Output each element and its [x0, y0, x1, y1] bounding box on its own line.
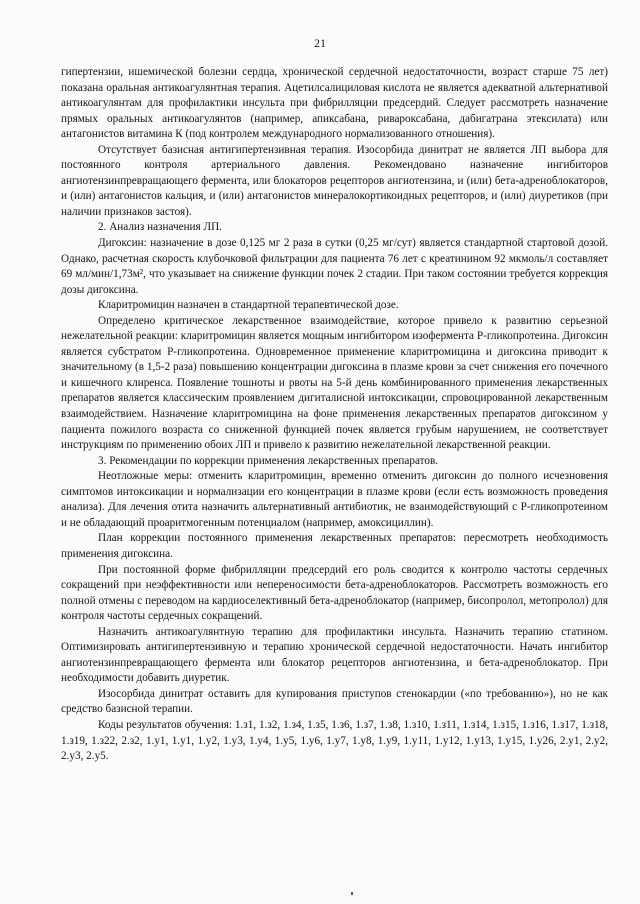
paragraph-atrial-fibrillation: При постоянной форме фибрилляции предсердий его роль сводится к контролю частоты сердечных сокращений при неэффективности или непереносимости бета-адреноблокаторов. Рассмотреть возможность его полной отмены с переводом на кардиоселективный бета-адреноблокатор (например, бисопролол, метопролол) для контроля частоты сердечных сокращений. — [61, 563, 608, 623]
paragraph-digoxin: Дигоксин: назначение в дозе 0,125 мг 2 раза в сутки (0,25 мг/сут) является стандартной стартовой дозой. Однако, расчетная скорость клубочковой фильтрации для пациента 76 лет с креатинином 92 мкмоль/л составляет 69 мл/мин/1,73м², что указывает на снижение функции почек 2 стадии. При таком состоянии требуется коррекция дозы дигоксина. — [61, 237, 608, 296]
section-heading-recommendations: 3. Рекомендации по коррекции применения лекарственных препаратов. — [98, 454, 439, 467]
scan-artifact — [351, 892, 353, 895]
paragraph-anticoagulant-indication: гипертензии, ишемической болезни сердца, хронической сердечной недостаточности, возраст старше 75 лет) показана оральная антикоагулянтная терапия. Ацетилсалициловая кислота не является адекватной альтернативой антикоагулянтам для профилактики инсульта при фибрилляции предсердий. Следует рассмотреть назначение прямых оральных антикоагулянтов (например, апиксабана, ривароксабана, дабигатрана этексилата) или антагонистов витамина К (под контролем международного нормализованного отношения). — [61, 66, 608, 141]
paragraph-correction-plan: План коррекции постоянного применения лекарственных препаратов: пересмотреть необходимость применения дигоксина. — [61, 532, 608, 560]
paragraph-learning-codes: Коды результатов обучения: 1.з1, 1.з2, 1.з4, 1.з5, 1.з6, 1.з7, 1.з8, 1.з10, 1.з11, 1.з14, 1.з15, 1.з16, 1.з17, 1.з18, 1.з19, 1.з22, 2.з2, 1.у1, 1.у1, 1.у2, 1.у3, 1.у4, 1.у5, 1.у6, 1.у7, 1.у8, 1.у9, 1.у11, 1.у12, 1.у13, 1.у15, 1.у26, 2.у1, 2.у2, 2.у3, 2.у5. — [61, 718, 608, 763]
paragraph-isosorbide: Изосорбида динитрат оставить для купирования приступов стенокардии («по требованию»), но не как средство базисной терапии. — [61, 687, 608, 716]
paragraph-urgent-measures: Неотложные меры: отменить кларитромицин, временно отменить дигоксин до полного исчезновения симптомов интоксикации и нормализации его концентрации в плазме крови (если есть возможность проведения анализа). Для лечения отита назначить альтернативный антибиотик, не взаимодействующий с Р-гликопротеином и не обладающий проаритмогенным потенциалом (например, амоксициллин). — [61, 470, 608, 529]
paragraph-clarithromycin: Кларитромицин назначен в стандартной терапевтической дозе. — [98, 299, 399, 312]
section-heading-drug-analysis: 2. Анализ назначения ЛП. — [98, 221, 222, 234]
paragraph-antihypertensive-therapy: Отсутствует базисная антигипертензивная терапия. Изосорбида динитрат не является ЛП выбора для постоянного контроля артериального давления. Рекомендовано назначение ингибиторов ангиотензинпревращающего фермента, или блокаторов рецепторов ангиотензина, и (или) бета-адреноблокаторов, и (или) антагонистов кальция, и (или) антагонистов минералокортикоидных рецепторов, и (или) диуретиков (при наличии признаков застоя). — [61, 143, 608, 218]
paragraph-drug-interaction: Определено критическое лекарственное взаимодействие, которое привело к развитию серьезной нежелательной реакции: кларитромицин является мощным ингибитором изофермента Р-гликопротеина. Дигоксин является субстратом Р-гликопротеина. Одновременное применение кларитромицина и дигоксина приводит к значительному (в 1,5-2 раза) повышению концентрации дигоксина в плазме крови за счет снижения его почечного и кишечного клиренса. Появление тошноты и рвоты на 5-й день комбинированного применения лекарственных препаратов является классическим проявлением дигиталисной интоксикации, спровоцированной лекарственным взаимодействием. Назначение кларитромицина на фоне применения лекарственных препаратов дигоксином у пациента пожилого возраста со сниженной функцией почек является грубым нарушением, не соответствует инструкциям по применению обоих ЛП и привело к развитию нежелательной лекарственной реакции. — [61, 314, 608, 452]
document-body — [61, 65, 608, 765]
paragraph-anticoagulant-therapy: Назначить антикоагулянтную терапию для профилактики инсульта. Назначить терапию статином. Оптимизировать антигипертензивную и терапию хронической сердечной недостаточности. Начать ингибитор ангиотензинпревращающего фермента или блокатор рецепторов ангиотензина, и бета-адреноблокатор. При необходимости добавить диуретик. — [61, 625, 608, 685]
page-number: 21 — [314, 36, 326, 50]
